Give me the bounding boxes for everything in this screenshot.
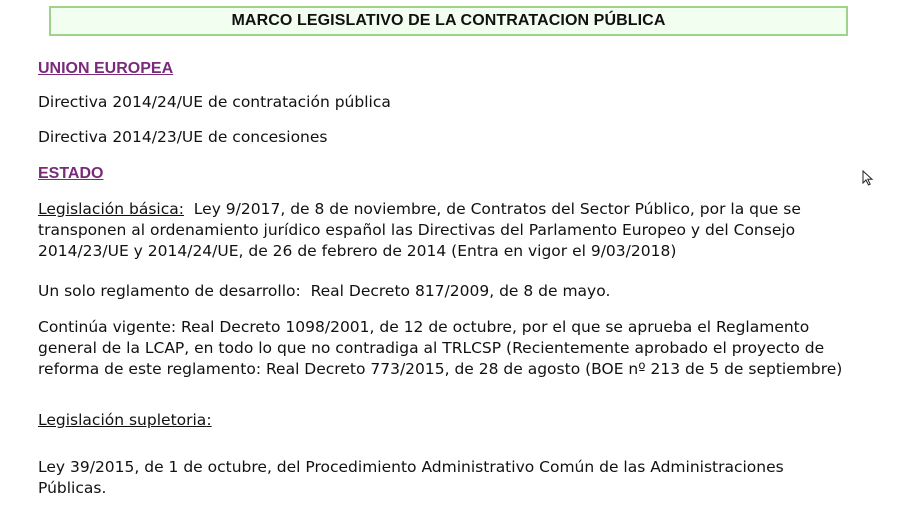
mouse-pointer-icon [862, 170, 874, 186]
document-title: MARCO LEGISLATIVO DE LA CONTRATACION PÚBLICA [231, 12, 666, 29]
directiva-contratacion-item: Directiva 2014/24/UE de contratación pública [38, 93, 391, 111]
document-title-box [49, 6, 848, 36]
reglamento-desarrollo-paragraph: Un solo reglamento de desarrollo: Real Decreto 817/2009, de 8 de mayo. [38, 282, 611, 300]
legislacion-basica-paragraph [38, 199, 870, 262]
section-heading-union-europea: UNION EUROPEA [38, 60, 174, 77]
legislacion-basica-label: Legislación básica: [38, 200, 184, 218]
legislacion-supletoria-heading [38, 410, 212, 431]
ley-39-2015-paragraph: Ley 39/2015, de 1 de octubre, del Procedimiento Administrativo Común de las Administraciones Públicas. [38, 458, 784, 497]
legislacion-supletoria-colon: : [206, 411, 212, 429]
section-heading-estado: ESTADO [38, 165, 104, 182]
legislacion-basica-text: Ley 9/2017, de 8 de noviembre, de Contratos del Sector Público, por la que se transponen al ordenamiento jurídico español las Directivas del Parlamento Europeo y del Consejo 2014/23/UE y 2014/24/UE, de 26 de febrero de 2014 (Entra en vigor el 9/03/2018) [38, 200, 806, 260]
directiva-concesiones-item: Directiva 2014/23/UE de concesiones [38, 128, 328, 146]
continua-vigente-paragraph: Continúa vigente: Real Decreto 1098/2001, de 12 de octubre, por el que se aprueba el Reglamento general de la LCAP, en todo lo que no contradiga al TRLCSP (Recientemente aprobado el proyecto de reforma de este reglamento: Real Decreto 773/2015, de 28 de agosto (BOE nº 213 de 5 de septiembre) [38, 318, 843, 378]
legislacion-supletoria-label: Legislación supletoria [38, 411, 207, 429]
